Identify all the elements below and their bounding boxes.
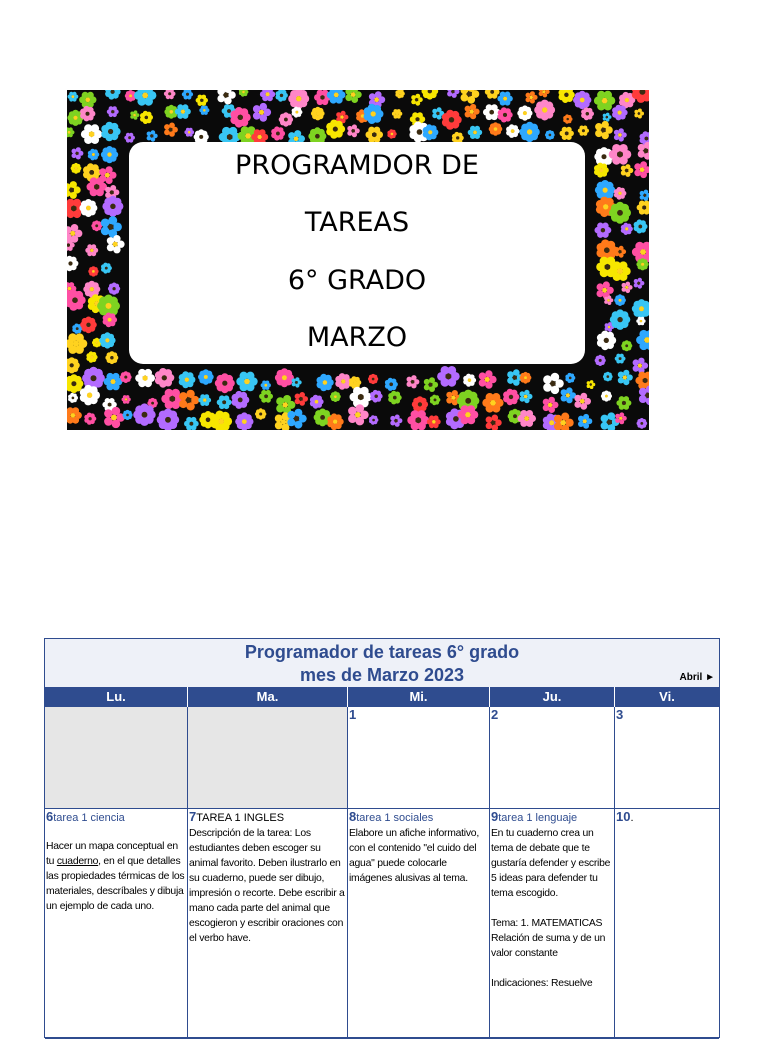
flower-icon: [130, 110, 139, 119]
flower-icon: [390, 415, 402, 427]
flower-icon: [276, 90, 288, 102]
flower-icon: [368, 374, 378, 384]
banner-line-4: MARZO: [307, 318, 407, 358]
flower-icon: [595, 121, 613, 139]
flower-icon: [407, 410, 429, 430]
flower-icon: [640, 190, 649, 201]
flower-icon: [554, 413, 574, 431]
flower-icon: [609, 202, 631, 224]
flower-icon: [636, 258, 648, 270]
flower-icon: [632, 299, 649, 318]
flower-icon: [519, 122, 539, 142]
flower-icon: [614, 187, 627, 200]
day-cell-empty: [188, 707, 348, 809]
flower-icon: [347, 124, 360, 137]
flower-icon: [614, 128, 627, 141]
flower-icon: [101, 216, 122, 238]
task-text: Hacer un mapa conceptual en tu: [46, 841, 178, 867]
flower-icon: [215, 373, 235, 393]
flower-icon: [387, 129, 396, 139]
flower-icon: [574, 393, 591, 410]
task-paragraph: En tu cuaderno crea un tema de debate que te gustaría defender y escribe 5 ideas para defender tu tema escogido.: [491, 826, 613, 901]
flower-icon: [67, 290, 86, 311]
flower-icon: [560, 127, 574, 140]
flower-icon: [638, 142, 649, 160]
task-description: Descripción de la tarea: Los estudiantes deben escoger su animal favorito. Deben ilustrarlo en su cuaderno, puede ser dibujo, impresión o recorte. Debe escribir a mano cada parte del animal que escogieron y escribir oraciones con el verbo have.: [189, 826, 346, 946]
flower-icon: [534, 100, 555, 121]
calendar-subtitle: mes de Marzo 2023: [45, 664, 719, 686]
flower-icon: [392, 109, 402, 119]
flower-icon: [101, 122, 120, 142]
flower-icon: [634, 278, 645, 289]
day-number: 8: [349, 809, 356, 824]
flower-icon: [370, 390, 383, 403]
day-cell-1[interactable]: [348, 707, 490, 809]
flower-icon: [84, 413, 96, 425]
flower-icon: [545, 130, 555, 140]
flower-icon: [468, 126, 483, 139]
calendar-header: [45, 639, 719, 687]
task-label: tarea 1 ciencia: [53, 812, 125, 824]
flower-icon: [573, 91, 591, 109]
day-number: 2: [491, 707, 498, 722]
flower-icon: [211, 411, 232, 431]
flower-icon: [622, 282, 633, 294]
task-description: Elabore un afiche informativo, con el contenido "el cuido del agua" puede colocarle imágenes alusivas al tema.: [349, 826, 488, 886]
flower-icon: [349, 376, 361, 389]
day-cell-9[interactable]: [490, 809, 615, 1039]
flower-icon: [520, 372, 532, 384]
flower-icon: [292, 377, 302, 387]
flower-icon: [164, 123, 178, 137]
flower-icon: [503, 389, 519, 406]
flower-icon: [517, 105, 532, 120]
flower-icon: [498, 107, 513, 122]
flower-icon: [587, 380, 596, 389]
flower-icon: [67, 256, 78, 272]
flower-icon: [603, 113, 612, 122]
flower-icon: [615, 412, 627, 424]
week-row-2: [45, 809, 719, 1039]
flower-icon: [561, 387, 577, 403]
flower-icon: [615, 354, 626, 364]
flower-icon: [634, 219, 648, 233]
flower-icon: [543, 373, 564, 394]
weekday-ma: Ma.: [188, 687, 348, 707]
flower-icon: [348, 404, 369, 425]
day-cell-8[interactable]: [348, 809, 490, 1039]
task-text: , en el que detalles las propiedades térmicas de los materiales, descríbales y dibuja un ejemplo de cada uno.: [46, 856, 184, 912]
flower-icon: [437, 366, 460, 387]
flower-icon: [486, 415, 502, 431]
flower-icon: [81, 124, 102, 144]
flower-icon: [430, 395, 441, 406]
flower-icon: [79, 92, 96, 108]
flower-icon: [442, 110, 462, 130]
task-paragraph: Tema: 1. MATEMATICAS Relación de suma y de un valor constante: [491, 916, 613, 961]
flower-icon: [581, 107, 594, 120]
flower-icon: [86, 351, 97, 362]
flower-banner: [67, 90, 649, 430]
flower-icon: [482, 393, 503, 413]
flower-icon: [597, 239, 618, 261]
flower-icon: [259, 390, 273, 403]
flower-icon: [67, 127, 75, 137]
day-cell-10[interactable]: [615, 809, 719, 1039]
flower-icon: [287, 409, 306, 429]
calendar-title: Programador de tareas 6° grado: [45, 641, 719, 663]
task-paragraph: Indicaciones: Resuelve: [491, 976, 613, 991]
flower-icon: [105, 351, 118, 364]
banner-line-1: PROGRAMDOR DE: [235, 146, 479, 186]
day-number: 7: [189, 809, 196, 824]
flower-icon: [621, 223, 633, 235]
day-number: 9: [491, 809, 498, 824]
flower-icon: [506, 124, 520, 138]
flower-icon: [395, 90, 404, 98]
flower-icon: [217, 90, 235, 105]
flower-icon: [107, 106, 119, 117]
flower-icon: [388, 391, 402, 405]
flower-icon: [310, 395, 324, 409]
flower-icon: [135, 369, 155, 387]
flower-icon: [91, 220, 102, 231]
flower-icon: [633, 358, 649, 374]
flower-icon: [182, 90, 193, 100]
flower-icon: [526, 91, 538, 103]
flower-icon: [604, 296, 613, 305]
flower-icon: [603, 372, 613, 382]
flower-icon: [80, 317, 97, 334]
flower-icon: [239, 90, 249, 97]
flower-icon: [72, 147, 84, 159]
day-cell-6[interactable]: [45, 809, 188, 1039]
flower-icon: [104, 407, 125, 428]
flower-icon: [559, 90, 575, 103]
flower-icon: [636, 330, 649, 350]
flower-icon: [618, 370, 633, 386]
flower-icon: [578, 414, 592, 429]
flower-icon: [236, 372, 257, 392]
flower-icon: [595, 355, 606, 366]
flower-icon: [634, 109, 644, 119]
flower-icon: [179, 390, 199, 411]
task-description: [46, 839, 186, 914]
flower-icon: [350, 387, 373, 408]
flower-icon: [615, 246, 627, 258]
flower-icon: [422, 90, 439, 100]
day-cell-2[interactable]: [490, 707, 615, 809]
day-number: 6: [46, 809, 53, 824]
flower-icon: [68, 393, 78, 403]
flower-icon: [634, 161, 649, 178]
flower-icon: [134, 90, 156, 106]
flower-icon: [369, 415, 378, 424]
banner-line-2: TAREAS: [305, 203, 409, 243]
flower-icon: [123, 410, 133, 420]
flower-icon: [594, 163, 609, 178]
task-label: tarea 1 lenguaje: [498, 812, 577, 824]
banner-line-3: 6° GRADO: [288, 261, 426, 301]
flower-icon: [198, 394, 211, 406]
day-number: 10: [616, 809, 630, 824]
flower-icon: [345, 90, 361, 103]
week-row-1: [45, 707, 719, 809]
flower-icon: [601, 391, 612, 402]
flower-icon: [196, 95, 208, 106]
flower-icon: [595, 223, 612, 238]
flower-icon: [108, 283, 120, 295]
flower-icon: [67, 181, 81, 199]
flower-icon: [260, 90, 275, 101]
flower-icon: [88, 149, 100, 161]
flower-icon: [179, 371, 196, 388]
flower-icon: [539, 90, 550, 97]
flower-icon: [253, 103, 271, 122]
next-month-link[interactable]: Abril ►: [680, 672, 715, 683]
flower-icon: [101, 263, 112, 274]
flower-icon: [107, 235, 125, 253]
flower-icon: [497, 92, 512, 106]
flower-icon: [637, 201, 649, 215]
flower-icon: [235, 412, 253, 430]
flower-icon: [88, 266, 98, 276]
task-text-underlined: cuaderno: [57, 856, 98, 867]
weekday-header: [45, 687, 719, 707]
flower-icon: [610, 309, 631, 330]
flower-icon: [609, 144, 632, 165]
flower-icon: [184, 128, 194, 137]
flower-icon: [275, 368, 294, 387]
flower-icon: [67, 333, 87, 354]
flower-icon: [543, 397, 559, 413]
flower-icon: [175, 104, 191, 119]
flower-icon: [489, 122, 503, 136]
flower-icon: [411, 94, 423, 106]
flower-icon: [463, 374, 476, 387]
flower-icon: [461, 90, 480, 104]
flower-icon: [330, 391, 341, 402]
flower-icon: [79, 199, 97, 217]
flower-icon: [578, 126, 589, 136]
flower-icon: [465, 104, 480, 119]
flower-icon: [520, 390, 533, 403]
flower-icon: [317, 374, 334, 392]
flower-icon: [140, 111, 153, 124]
flower-icon: [412, 396, 428, 412]
flower-icon: [68, 92, 79, 102]
flower-icon: [261, 381, 271, 390]
flower-icon: [147, 130, 158, 142]
flower-icon: [327, 90, 346, 104]
flower-icon: [199, 106, 209, 115]
weekday-lu: Lu.: [45, 687, 188, 707]
flower-icon: [155, 368, 174, 388]
flower-icon: [288, 90, 309, 109]
flower-icon: [636, 317, 645, 326]
flower-icon: [217, 395, 232, 409]
flower-icon: [485, 90, 500, 99]
task-label: tarea 1 sociales: [356, 812, 433, 824]
task-label: .: [630, 812, 633, 824]
flower-icon: [295, 392, 308, 406]
flower-icon: [255, 408, 266, 419]
flower-icon: [122, 395, 131, 404]
flower-icon: [104, 373, 123, 390]
flower-icon: [85, 244, 98, 256]
flower-icon: [102, 196, 123, 217]
flower-icon: [447, 90, 459, 98]
flower-icon: [120, 371, 132, 383]
day-number: 3: [616, 707, 623, 722]
flower-icon: [271, 126, 285, 140]
flower-icon: [594, 91, 615, 111]
flower-icon: [597, 281, 614, 299]
flower-icon: [614, 294, 626, 306]
flower-icon: [479, 370, 497, 388]
flower-icon: [164, 90, 176, 99]
flower-icon: [157, 409, 180, 431]
flower-icon: [232, 391, 250, 409]
weekday-vi: Vi.: [615, 687, 719, 707]
flower-icon: [124, 133, 135, 143]
flower-icon: [80, 385, 100, 406]
weekday-ju: Ju.: [490, 687, 615, 707]
flower-icon: [637, 418, 648, 429]
flower-icon: [597, 331, 616, 351]
banner-title-box: [129, 142, 585, 364]
flower-icon: [279, 112, 293, 126]
flower-icon: [292, 107, 303, 118]
flower-icon: [621, 164, 634, 177]
flower-icon: [427, 415, 441, 428]
flower-icon: [198, 369, 214, 385]
flower-icon: [184, 417, 199, 430]
day-cell-7[interactable]: [188, 809, 348, 1039]
flower-icon: [385, 378, 398, 391]
weekday-mi: Mi.: [348, 687, 490, 707]
task-label: TAREA 1 INGLES: [196, 812, 284, 824]
flower-icon: [616, 396, 631, 410]
day-cell-empty: [45, 707, 188, 809]
flower-icon: [133, 403, 156, 426]
flower-icon: [565, 373, 575, 383]
flower-icon: [67, 357, 80, 373]
task-description: [491, 826, 613, 991]
day-cell-3[interactable]: [615, 707, 719, 809]
day-number: 1: [349, 707, 356, 722]
flower-icon: [105, 90, 121, 100]
flower-icon: [407, 375, 420, 388]
flower-icon: [67, 407, 82, 424]
flower-icon: [99, 332, 115, 348]
flower-icon: [621, 340, 632, 351]
calendar-grid: [45, 707, 719, 1039]
flower-icon: [311, 107, 325, 121]
task-calendar: [44, 638, 720, 1038]
flower-icon: [366, 127, 384, 143]
flower-icon: [71, 163, 82, 174]
flower-icon: [424, 377, 438, 392]
flower-icon: [563, 114, 572, 123]
flower-icon: [101, 146, 118, 163]
